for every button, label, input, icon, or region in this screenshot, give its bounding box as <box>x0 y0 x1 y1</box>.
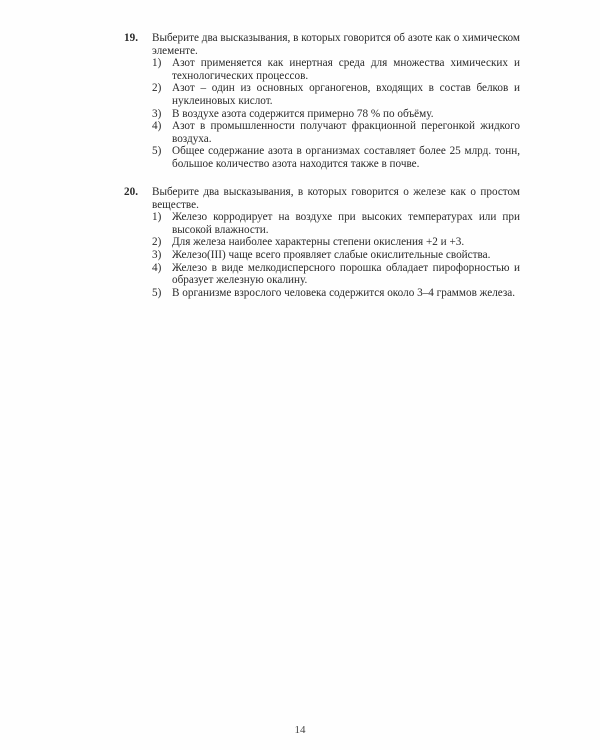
option-number: 2) <box>152 82 162 95</box>
option-text: В организме взрослого человека содержится около 3–4 граммов железа. <box>172 286 516 299</box>
option-text: Азот применяется как инертная среда для множества химических и технологических процессов. <box>172 57 520 82</box>
option-text: В воздухе азота содержится примерно 78 % по объёму. <box>172 107 434 120</box>
question-19 <box>124 32 520 171</box>
option-text: Азот – один из основных органогенов, входящих в состав белков и нуклеиновых кислот. <box>172 82 520 107</box>
answer-option-1 <box>152 57 520 82</box>
option-number: 3) <box>152 248 162 261</box>
page-number: 14 <box>294 724 306 736</box>
answer-option-4 <box>152 120 520 145</box>
question-body <box>152 186 520 299</box>
question-number: 20. <box>124 186 138 198</box>
option-text: Железо в виде мелкодисперсного порошка обладает пирофорностью и образует железную окалину. <box>172 261 520 287</box>
question-20 <box>124 186 520 299</box>
option-number: 4) <box>152 261 162 274</box>
answer-option-2 <box>152 236 520 249</box>
answer-option-2 <box>152 82 520 107</box>
question-prompt: Выберите два высказывания, в которых говорится о железе как о простом веществе. <box>152 186 520 211</box>
answer-option-4 <box>152 262 520 287</box>
option-text: Азот в промышленности получают фракционной перегонкой жидкого воздуха. <box>172 120 520 145</box>
option-number: 3) <box>152 107 162 120</box>
option-text: Для железа наиболее характерны степени окисления +2 и +3. <box>172 236 465 249</box>
option-number: 5) <box>152 145 162 158</box>
option-text: Общее содержание азота в организмах составляет более 25 млрд. тонн, большое количество азота находится также в почве. <box>172 145 520 170</box>
answer-option-3 <box>152 249 520 262</box>
answer-option-5 <box>152 145 520 170</box>
answer-options <box>152 211 520 299</box>
answer-option-3 <box>152 108 520 121</box>
answer-option-5 <box>152 287 520 300</box>
option-number: 5) <box>152 286 162 299</box>
option-number: 4) <box>152 120 162 133</box>
question-prompt: Выберите два высказывания, в которых говорится об азоте как о химическом элементе. <box>152 32 520 57</box>
option-number: 1) <box>152 57 162 70</box>
option-text: Железо(III) чаще всего проявляет слабые окислительные свойства. <box>172 248 491 261</box>
question-body <box>152 32 520 171</box>
option-number: 1) <box>152 211 162 224</box>
option-text: Железо корродирует на воздухе при высоких температурах или при высокой влажности. <box>172 211 520 236</box>
answer-option-1 <box>152 211 520 236</box>
answer-options <box>152 57 520 170</box>
question-number: 19. <box>124 32 138 44</box>
option-number: 2) <box>152 236 162 249</box>
